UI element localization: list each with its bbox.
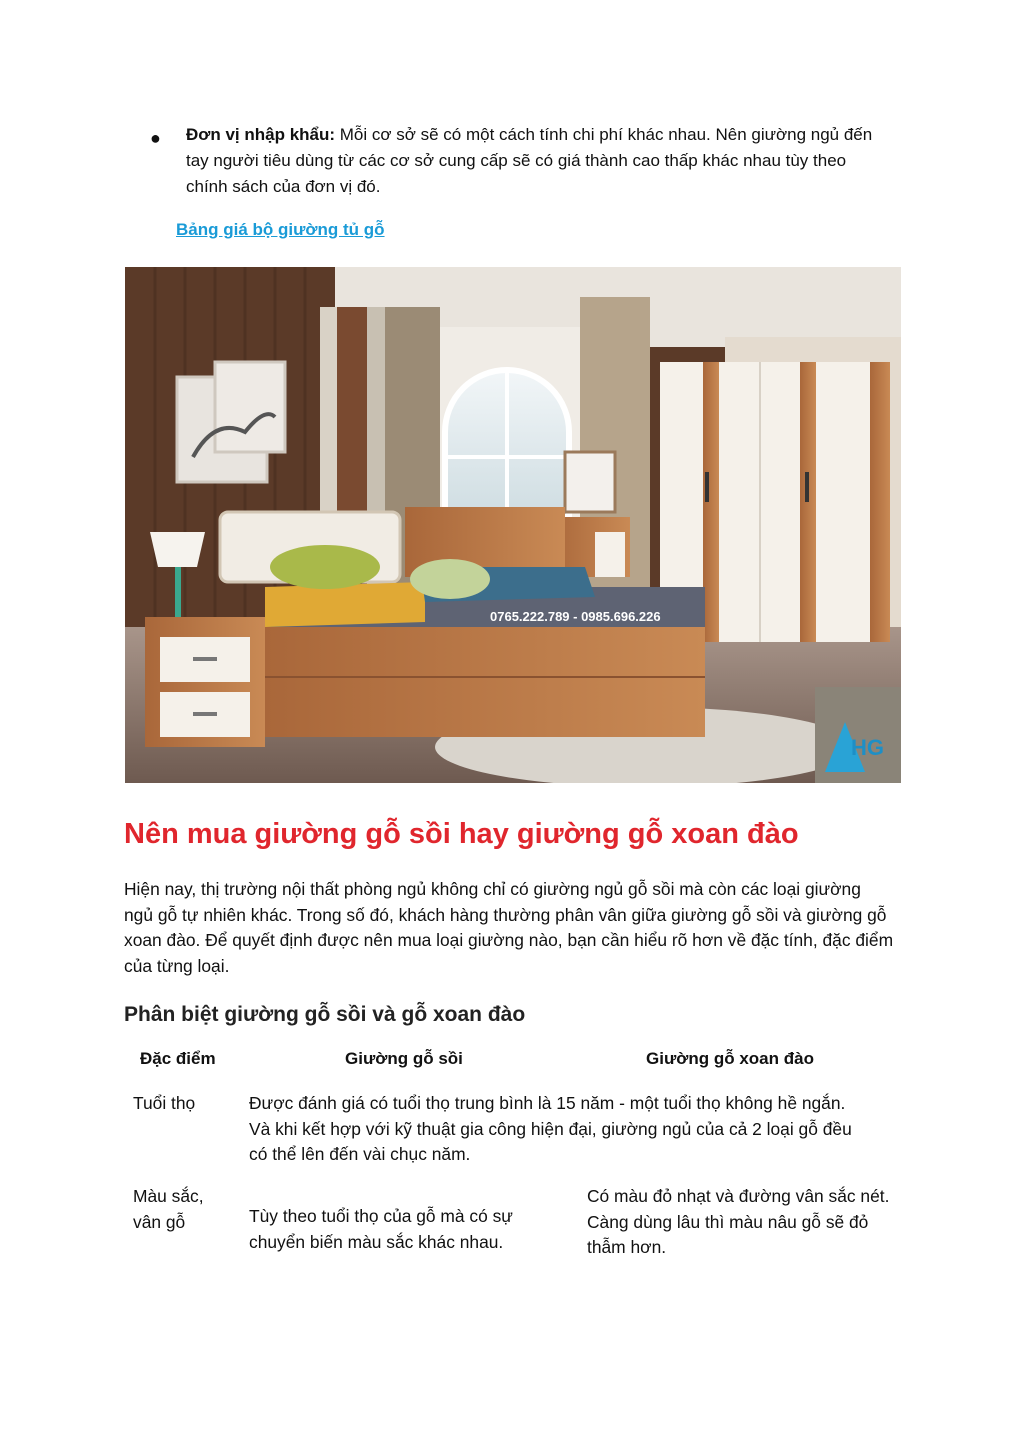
bedroom-illustration <box>125 267 901 783</box>
bullet-body: Mỗi cơ sở sẽ có một cách tính chi phí khác nhau. Nên giường ngủ đến tay người tiêu dùng từ các cơ sở cung cấp sẽ có giá thành cao thấp khác nhau tùy theo chính sách của đơn vị đó. <box>186 125 873 196</box>
phone-watermark: 0765.222.789 - 0985.696.226 <box>490 609 661 624</box>
table-row-feature: Màu sắc, vân gỗ <box>133 1186 204 1232</box>
table-cell-merged: Được đánh giá có tuổi thọ trung bình là 15 năm - một tuổi thọ không hề ngắn. Và khi kết hợp với kỹ thuật gia công hiện đại, giường ngủ của cả 2 loại gỗ đều có thể lên đến vài chục năm. <box>249 1093 852 1164</box>
table-row-feature: Tuổi thọ <box>133 1093 196 1113</box>
subsection-heading: Phân biệt giường gỗ sồi và gỗ xoan đào <box>124 1003 526 1026</box>
section-heading: Nên mua giường gỗ sồi hay giường gỗ xoan đào <box>124 818 799 850</box>
table-header-mahogany: Giường gỗ xoan đào <box>646 1049 814 1068</box>
bullet-dot: ● <box>150 128 161 148</box>
price-list-link[interactable]: Bảng giá bộ giường tủ gỗ <box>176 220 385 239</box>
table-header-feature: Đặc điểm <box>140 1049 216 1068</box>
table-header-oak: Giường gỗ sồi <box>345 1049 463 1068</box>
bullet-label: Đơn vị nhập khẩu: <box>186 125 336 144</box>
logo-letters: HG <box>851 735 884 760</box>
table-cell-mahogany: Có màu đỏ nhạt và đường vân sắc nét. Càng dùng lâu thì màu nâu gỗ sẽ đỏ thẫm hơn. <box>587 1186 890 1257</box>
bedroom-photo <box>125 267 901 783</box>
bullet-paragraph <box>186 122 886 200</box>
intro-paragraph: Hiện nay, thị trường nội thất phòng ngủ không chỉ có giường ngủ gỗ sồi mà còn các loại giường ngủ gỗ tự nhiên khác. Trong số đó, khách hàng thường phân vân giữa giường gỗ sồi và giường gỗ xoan đào. Để quyết định được nên mua loại giường nào, bạn cần hiểu rõ hơn về đặc tính, đặc điểm của từng loại. <box>124 879 894 976</box>
table-cell-oak: Tùy theo tuổi thọ của gỗ mà có sự chuyển biến màu sắc khác nhau. <box>249 1206 513 1252</box>
